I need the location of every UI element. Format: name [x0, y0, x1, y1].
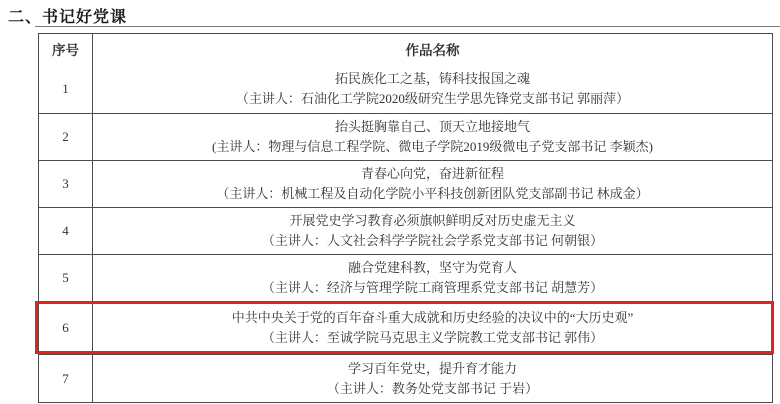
section-title: 二、书记好党课 [8, 9, 128, 26]
work-title: 中共中央关于党的百年奋斗重大成就和历史经验的决议中的“大历史观” [231, 310, 634, 325]
work-presenter: （主讲人：教务处党支部书记 于岩） [326, 380, 539, 396]
work-presenter: （主讲人：人文社会科学学院社会学系党支部书记 何朝银） [261, 233, 604, 248]
work-presenter: （主讲人：石油化工学院2020级研究生学思先锋党支部书记 郭丽萍） [235, 90, 630, 106]
work-presenter: （主讲人：至诚学院马克思主义学院教工党支部书记 郭伟） [261, 330, 604, 345]
row-index: 7 [39, 355, 93, 402]
row-work [93, 355, 772, 402]
work-title: 融合党建科教，坚守为党育人 [347, 260, 517, 275]
row-work [93, 302, 772, 354]
table-row [39, 113, 772, 160]
row-work [93, 114, 772, 160]
row-index: 1 [39, 64, 93, 113]
table-row [39, 160, 772, 207]
table-body [39, 64, 772, 402]
work-title: 青春心向党，奋进新征程 [360, 166, 504, 181]
table-row [39, 64, 772, 113]
table-row [39, 254, 772, 301]
row-index: 3 [39, 161, 93, 207]
works-table [38, 33, 773, 403]
work-title: 学习百年党史，提升育才能力 [347, 360, 517, 376]
table-row [39, 207, 772, 254]
row-index: 6 [39, 302, 93, 354]
header-index: 序号 [39, 34, 93, 64]
row-index: 4 [39, 208, 93, 254]
row-index: 2 [39, 114, 93, 160]
row-work [93, 161, 772, 207]
work-title: 拓民族化工之基，铸科技报国之魂 [334, 70, 530, 86]
row-work [93, 255, 772, 301]
work-presenter: （主讲人：机械工程及自动化学院小平科技创新团队党支部副书记 林成金） [216, 186, 649, 201]
work-title: 开展党史学习教育必须旗帜鲜明反对历史虚无主义 [289, 213, 576, 228]
work-presenter: （主讲人：经济与管理学院工商管理系党支部书记 胡慧芳） [261, 280, 604, 295]
row-work [93, 64, 772, 113]
table-header-row [39, 34, 772, 64]
horizontal-rule [35, 26, 780, 27]
row-index: 5 [39, 255, 93, 301]
table-row [39, 301, 772, 354]
work-presenter: (主讲人：物理与信息工程学院、微电子学院2019级微电子党支部书记 李颖杰) [212, 139, 653, 154]
header-name: 作品名称 [405, 43, 460, 58]
table-row [39, 354, 772, 402]
work-title: 抬头挺胸靠自己、顶天立地接地气 [334, 119, 530, 134]
row-work [93, 208, 772, 254]
